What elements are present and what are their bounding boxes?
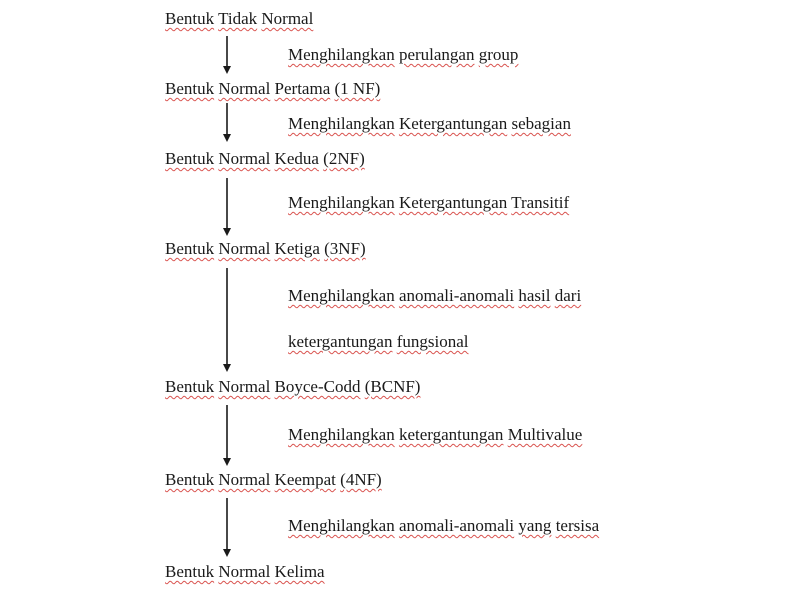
word: Normal bbox=[218, 377, 271, 396]
word: tersisa bbox=[555, 516, 600, 535]
word: Bentuk bbox=[165, 149, 215, 168]
stage-label-5nf bbox=[165, 563, 325, 580]
word: (3NF) bbox=[324, 239, 366, 258]
step-label-remove-fd-anomalies-line1 bbox=[288, 287, 581, 304]
stage-label-2nf bbox=[165, 150, 365, 167]
word: yang bbox=[518, 516, 552, 535]
word: Menghilangkan bbox=[288, 425, 395, 444]
step-label-remove-multivalue-dependency bbox=[288, 426, 582, 443]
word: (1 NF) bbox=[334, 79, 381, 98]
word: Multivalue bbox=[507, 425, 583, 444]
word: group bbox=[478, 45, 519, 64]
word: Menghilangkan bbox=[288, 114, 395, 133]
word: Pertama bbox=[274, 79, 331, 98]
word: Normal bbox=[218, 79, 271, 98]
word: Menghilangkan bbox=[288, 45, 395, 64]
word: Menghilangkan bbox=[288, 193, 395, 212]
step-label-remove-remaining-anomalies bbox=[288, 517, 599, 534]
word: (4NF) bbox=[340, 470, 382, 489]
stage-label-3nf bbox=[165, 240, 366, 257]
word: Normal bbox=[218, 562, 271, 581]
word: Bentuk bbox=[165, 470, 215, 489]
step-label-remove-repeating-group bbox=[288, 46, 518, 63]
stage-label-4nf bbox=[165, 471, 382, 488]
word: anomali-anomali bbox=[398, 516, 515, 535]
step-label-remove-fd-anomalies-line2 bbox=[288, 333, 469, 350]
word: Normal bbox=[261, 9, 314, 28]
word: Bentuk bbox=[165, 239, 215, 258]
word: hasil bbox=[518, 286, 551, 305]
word: Bentuk bbox=[165, 9, 215, 28]
word: anomali-anomali bbox=[398, 286, 515, 305]
word: (2NF) bbox=[323, 149, 365, 168]
stage-label-bcnf bbox=[165, 378, 420, 395]
word: Ketergantungan bbox=[398, 193, 508, 212]
word: Kedua bbox=[274, 149, 319, 168]
word: Normal bbox=[218, 239, 271, 258]
word: fungsional bbox=[396, 332, 469, 351]
word: perulangan bbox=[398, 45, 475, 64]
word: Keempat bbox=[274, 470, 336, 489]
word: Kelima bbox=[274, 562, 325, 581]
word: Bentuk bbox=[165, 562, 215, 581]
word: ketergantungan bbox=[398, 425, 504, 444]
word: Normal bbox=[218, 149, 271, 168]
word: dari bbox=[554, 286, 582, 305]
word: Transitif bbox=[511, 193, 570, 212]
step-label-remove-partial-dependency bbox=[288, 115, 571, 132]
word: ketergantungan bbox=[288, 332, 393, 351]
word: Menghilangkan bbox=[288, 516, 395, 535]
word: Ketiga bbox=[274, 239, 320, 258]
word: Bentuk bbox=[165, 377, 215, 396]
word: sebagian bbox=[511, 114, 571, 133]
word: Normal bbox=[218, 470, 271, 489]
stage-label-0nf bbox=[165, 10, 313, 27]
word: Ketergantungan bbox=[398, 114, 508, 133]
word: Boyce-Codd bbox=[274, 377, 361, 396]
word: Menghilangkan bbox=[288, 286, 395, 305]
word: Bentuk bbox=[165, 79, 215, 98]
stage-label-1nf bbox=[165, 80, 380, 97]
word: (BCNF) bbox=[364, 377, 421, 396]
step-label-remove-transitive-dependency bbox=[288, 194, 569, 211]
word: Tidak bbox=[218, 9, 258, 28]
